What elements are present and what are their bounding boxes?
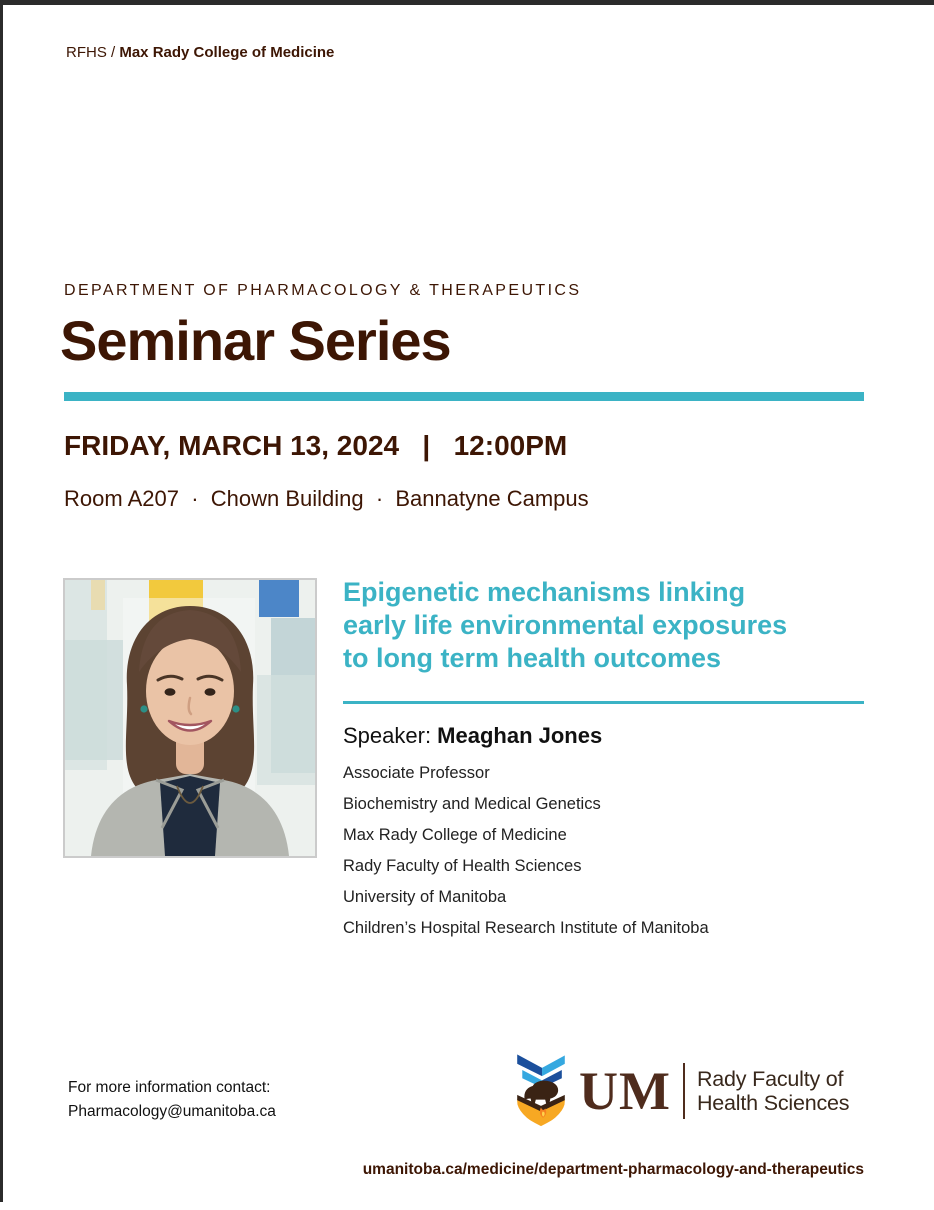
faculty-line-1: Rady Faculty of xyxy=(696,1067,844,1091)
affiliation-item: Associate Professor xyxy=(343,764,490,782)
faculty-line-2: Health Sciences xyxy=(696,1091,850,1115)
talk-title xyxy=(343,576,787,675)
speaker-photo xyxy=(63,578,317,858)
affiliation-item: Max Rady College of Medicine xyxy=(343,826,567,844)
um-rady-faculty-logo xyxy=(515,1046,849,1136)
event-datetime: FRIDAY, MARCH 13, 2024 | 12:00PM xyxy=(64,430,568,461)
department-url-link[interactable]: umanitoba.ca/medicine/department-pharmacology-and-therapeutics xyxy=(362,1161,864,1178)
page-left-border xyxy=(0,0,3,1202)
speaker-line xyxy=(343,723,602,749)
contact-heading: For more information contact: xyxy=(68,1079,271,1096)
contact-block xyxy=(68,1076,276,1124)
affiliation-item: Biochemistry and Medical Genetics xyxy=(343,795,601,813)
talk-title-line-1: Epigenetic mechanisms linking xyxy=(343,577,746,607)
um-logo-shield-icon xyxy=(515,1046,567,1136)
um-monogram: UM xyxy=(579,1061,671,1121)
speaker-label: Speaker: xyxy=(343,723,438,748)
event-location: Room A207 · Chown Building · Bannatyne Campus xyxy=(64,486,589,511)
page-title: Seminar Series xyxy=(60,309,451,372)
talk-title-line-2: early life environmental exposures xyxy=(343,610,788,640)
affiliation-item: University of Manitoba xyxy=(343,888,507,906)
contact-email-link[interactable]: Pharmacology@umanitoba.ca xyxy=(68,1103,276,1120)
department-heading: DEPARTMENT OF PHARMACOLOGY & THERAPEUTICS xyxy=(64,282,582,299)
breadcrumb-college: Max Rady College of Medicine xyxy=(119,44,335,61)
speaker-portrait-illustration xyxy=(65,580,315,856)
logo-divider xyxy=(683,1063,685,1119)
title-divider-rule xyxy=(343,701,864,704)
speaker-affiliations xyxy=(343,762,709,948)
talk-title-line-3: to long term health outcomes xyxy=(343,643,722,673)
affiliation-item: Children’s Hospital Research Institute of Manitoba xyxy=(343,919,709,937)
breadcrumb xyxy=(66,44,334,61)
affiliation-item: Rady Faculty of Health Sciences xyxy=(343,857,582,875)
teal-divider-bar xyxy=(64,392,864,401)
faculty-wordmark xyxy=(697,1067,849,1115)
speaker-name: Meaghan Jones xyxy=(437,723,603,748)
breadcrumb-prefix: RFHS / xyxy=(66,44,120,61)
page-top-border xyxy=(0,0,934,5)
